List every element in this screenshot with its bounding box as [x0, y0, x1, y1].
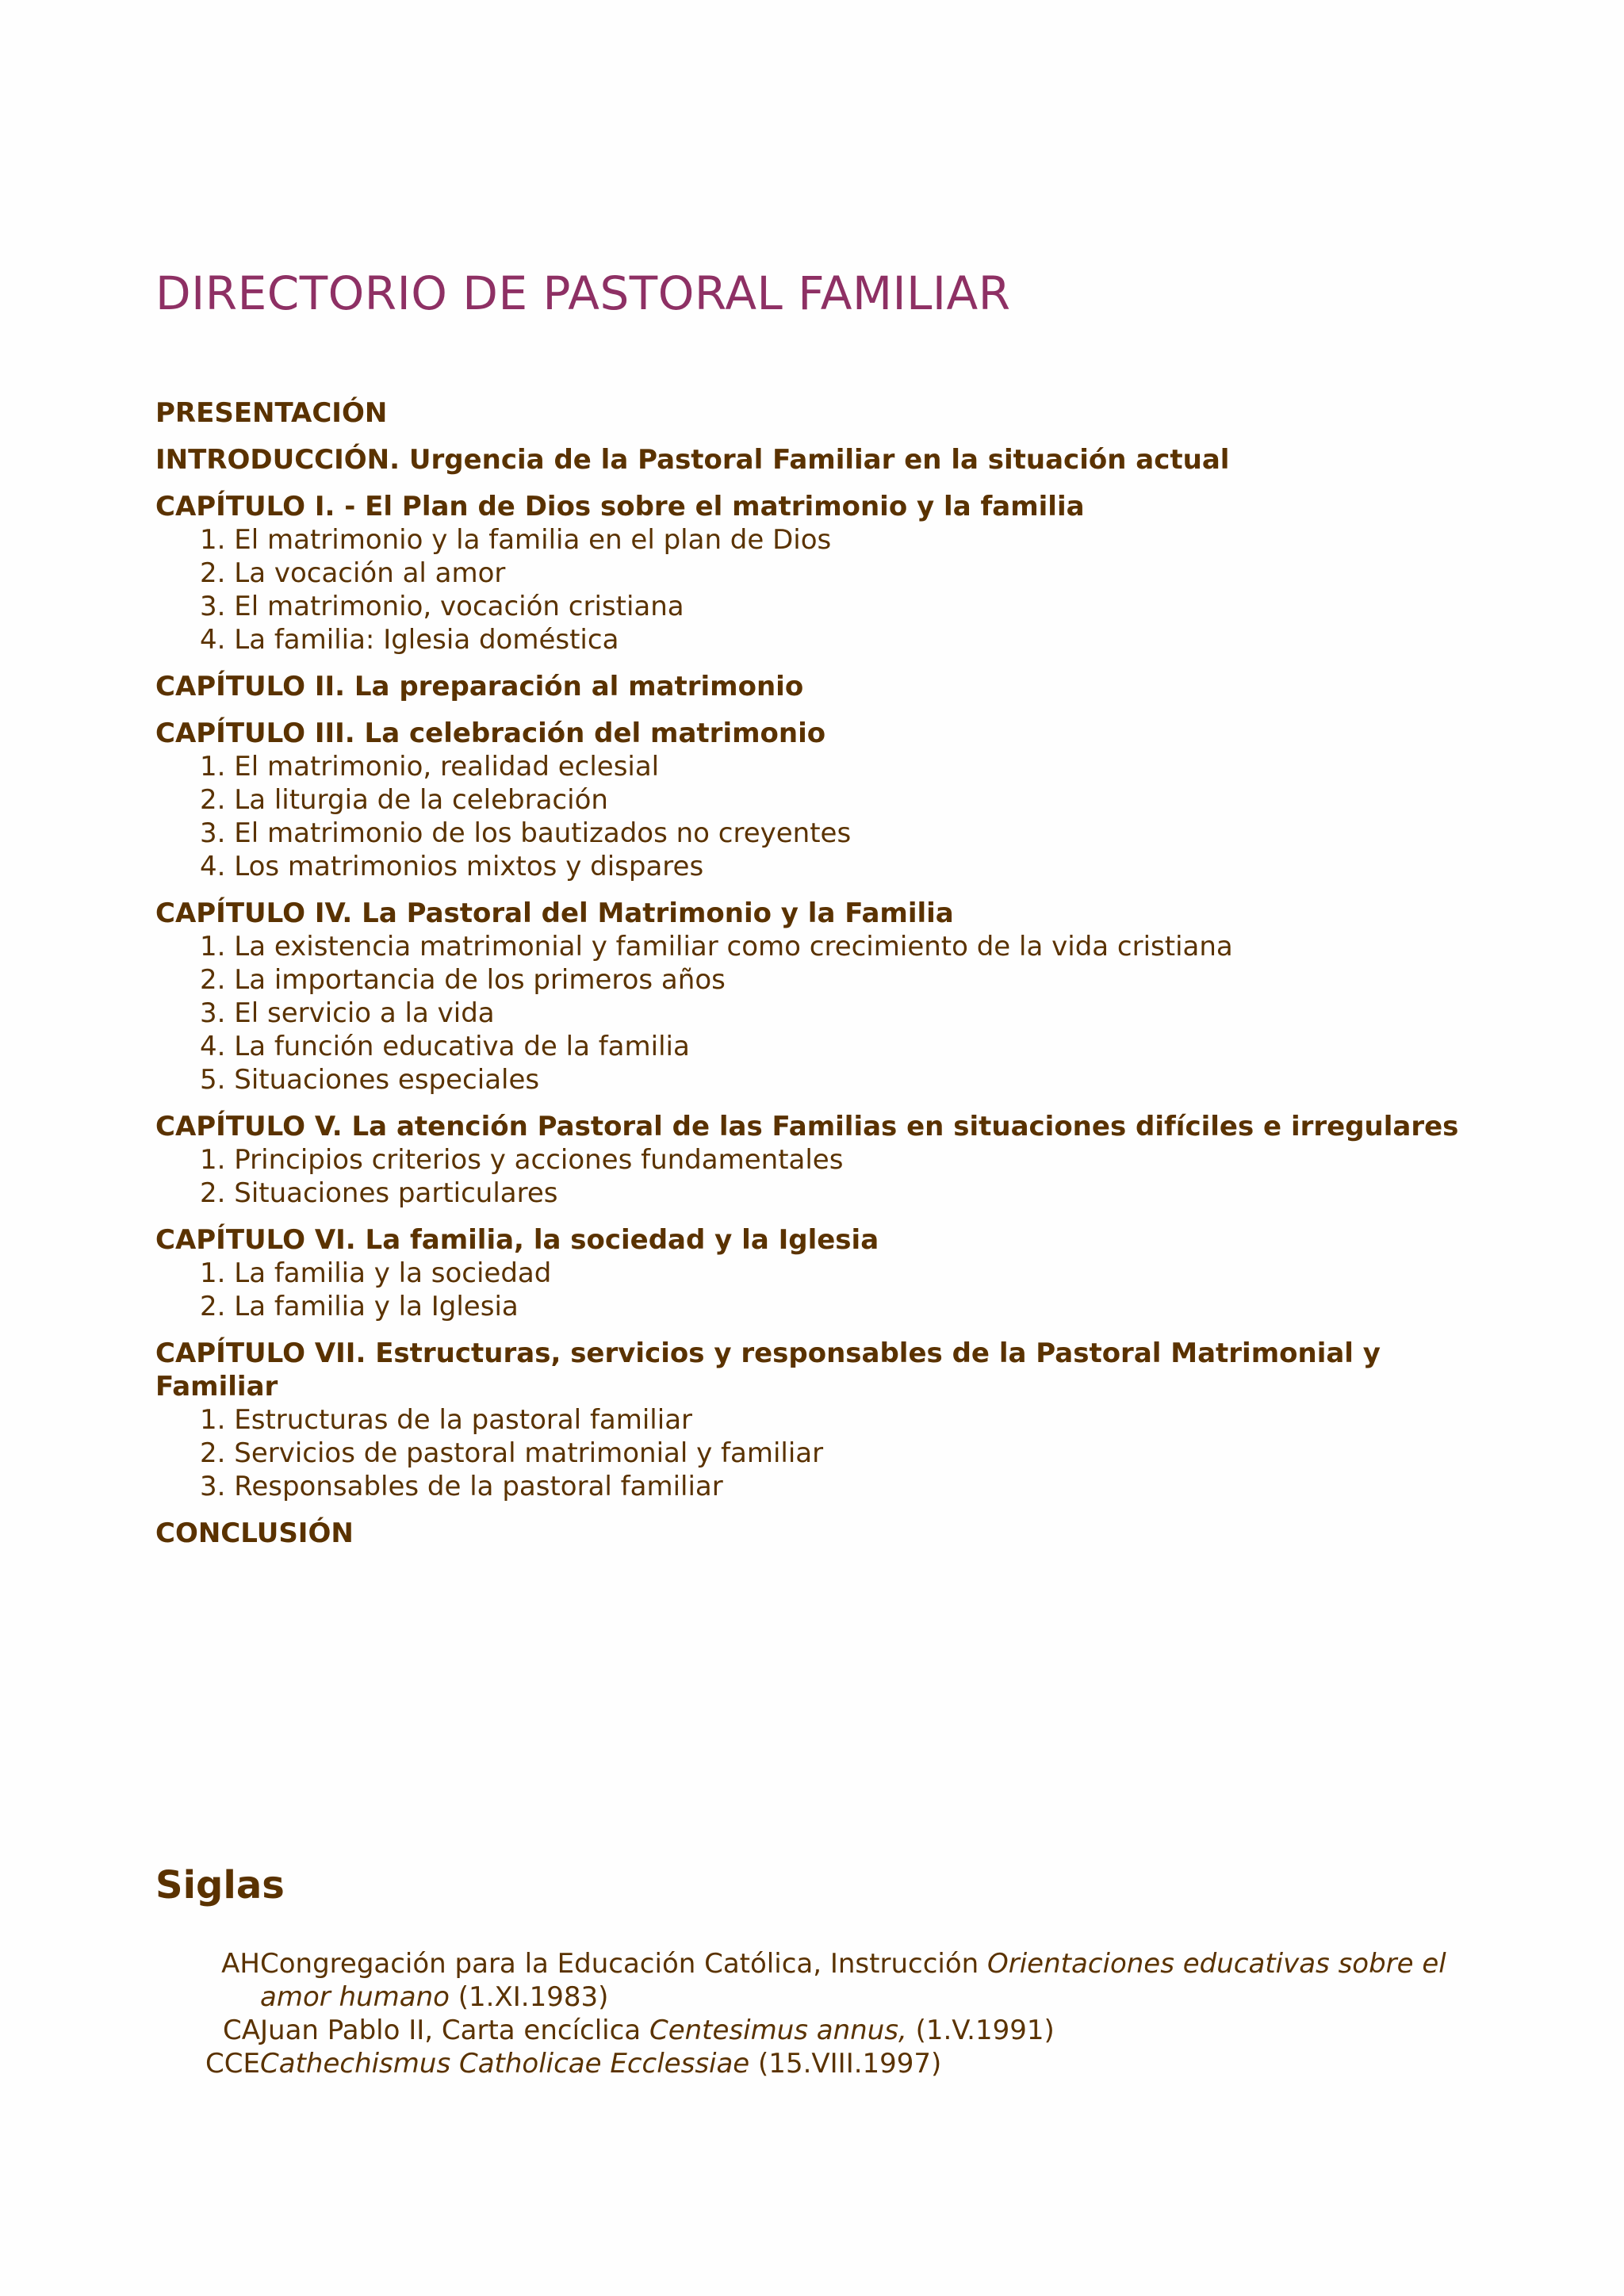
toc-item[interactable]: 3. El servicio a la vida	[200, 997, 495, 1029]
toc-heading-capitulo-2[interactable]: CAPÍTULO II. La preparación al matrimonio	[155, 671, 804, 702]
siglas-list	[0, 1947, 1624, 2080]
sigla-text-b: (1.V.1991)	[906, 2015, 1055, 2046]
toc-item[interactable]: 5. Situaciones especiales	[200, 1064, 540, 1096]
toc-heading-capitulo-6[interactable]: CAPÍTULO VI. La familia, la sociedad y la Iglesia	[155, 1224, 879, 1256]
sigla-entry-ah	[0, 1947, 1624, 2014]
toc-item[interactable]: 3. Responsables de la pastoral familiar	[200, 1471, 723, 1502]
siglas-heading: Siglas	[155, 1863, 285, 1908]
toc-item[interactable]: 2. Servicios de pastoral matrimonial y familiar	[200, 1437, 824, 1469]
toc-item[interactable]: 2. La familia y la Iglesia	[200, 1291, 519, 1322]
sigla-text-a: Juan Pablo II, Carta encíclica	[260, 2015, 649, 2046]
toc-heading-capitulo-5[interactable]: CAPÍTULO V. La atención Pastoral de las Familias en situaciones difíciles e irregulares	[155, 1111, 1459, 1142]
sigla-entry-cce	[0, 2047, 1624, 2080]
toc-list-capitulo-1	[155, 523, 1472, 656]
toc-list-capitulo-7	[155, 1403, 1472, 1503]
sigla-italic-title: Orientaciones educativas sobre el amor humano	[260, 1948, 1446, 2013]
toc-heading-capitulo-3[interactable]: CAPÍTULO III. La celebración del matrimonio	[155, 718, 826, 749]
document-title: DIRECTORIO DE PASTORAL FAMILIAR	[155, 266, 1011, 320]
sigla-definition	[260, 1947, 1481, 2014]
table-of-contents	[155, 396, 1472, 1563]
toc-item[interactable]: 4. Los matrimonios mixtos y dispares	[200, 851, 704, 882]
toc-item[interactable]: 2. La vocación al amor	[200, 557, 506, 589]
toc-item[interactable]: 1. El matrimonio y la familia en el plan de Dios	[200, 524, 832, 556]
toc-item[interactable]: 2. La importancia de los primeros años	[200, 964, 726, 996]
toc-item[interactable]: 3. El matrimonio de los bautizados no creyentes	[200, 817, 852, 849]
sigla-italic-title: Centesimus annus,	[649, 2015, 907, 2046]
toc-item[interactable]: 3. El matrimonio, vocación cristiana	[200, 591, 684, 622]
toc-item[interactable]: 4. La función educativa de la familia	[200, 1031, 690, 1062]
toc-list-capitulo-5	[155, 1143, 1472, 1210]
toc-item[interactable]: 2. La liturgia de la celebración	[200, 784, 608, 816]
toc-heading-capitulo-4[interactable]: CAPÍTULO IV. La Pastoral del Matrimonio y la Familia	[155, 897, 954, 929]
toc-item[interactable]: 1. Principios criterios y acciones fundamentales	[200, 1144, 844, 1176]
toc-item[interactable]: 1. La familia y la sociedad	[200, 1257, 552, 1289]
toc-item[interactable]: 1. El matrimonio, realidad eclesial	[200, 751, 660, 783]
sigla-text-b: (15.VIII.1997)	[749, 2048, 942, 2080]
toc-item[interactable]: 1. Estructuras de la pastoral familiar	[200, 1404, 693, 1436]
sigla-abbreviation: CA	[223, 2015, 260, 2046]
sigla-definition	[260, 2047, 1481, 2080]
sigla-abbreviation: AH	[221, 1948, 260, 1980]
sigla-text-a: Congregación para la Educación Católica, Instrucción	[260, 1948, 987, 1980]
toc-list-capitulo-6	[155, 1257, 1472, 1323]
sigla-italic-title: Cathechismus Catholicae Ecclessiae	[260, 2048, 750, 2080]
toc-item[interactable]: 2. Situaciones particulares	[200, 1177, 558, 1209]
sigla-text-b: (1.XI.1983)	[449, 1981, 609, 2013]
toc-heading-presentacion[interactable]: PRESENTACIÓN	[155, 397, 388, 429]
toc-heading-capitulo-7[interactable]: CAPÍTULO VII. Estructuras, servicios y responsables de la Pastoral Matrimonial y Familiar	[155, 1337, 1381, 1402]
toc-heading-conclusion[interactable]: CONCLUSIÓN	[155, 1517, 354, 1549]
toc-list-capitulo-3	[155, 750, 1472, 883]
toc-heading-introduccion[interactable]: INTRODUCCIÓN. Urgencia de la Pastoral Familiar en la situación actual	[155, 444, 1230, 476]
sigla-abbreviation: CCE	[205, 2048, 260, 2080]
toc-item[interactable]: 1. La existencia matrimonial y familiar como crecimiento de la vida cristiana	[200, 931, 1233, 962]
sigla-definition	[260, 2014, 1481, 2047]
sigla-entry-ca	[0, 2014, 1624, 2047]
toc-item[interactable]: 4. La familia: Iglesia doméstica	[200, 624, 619, 656]
toc-list-capitulo-4	[155, 930, 1472, 1096]
toc-heading-capitulo-1[interactable]: CAPÍTULO I. - El Plan de Dios sobre el matrimonio y la familia	[155, 491, 1085, 522]
